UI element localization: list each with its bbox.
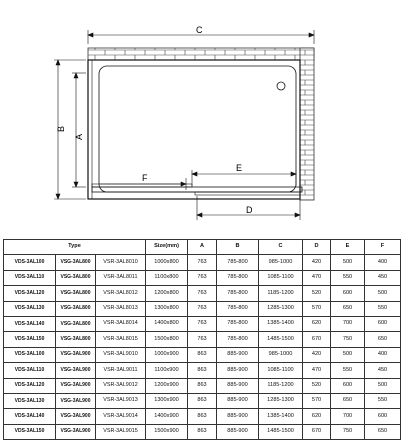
table-cell: VSG-3AL800 [56,332,96,347]
table-row [4,301,401,316]
table-cell: 420 [303,347,331,362]
table-cell: 700 [331,316,365,331]
table-cell: 550 [365,393,401,408]
table-row [4,378,401,393]
table-cell: 600 [331,378,365,393]
table-cell: VDS-3AL130 [4,301,56,316]
table-cell: 785-800 [217,255,259,270]
table-cell: VSG-3AL900 [56,363,96,378]
table-cell: 1500x900 [146,424,188,439]
table-cell: 520 [303,378,331,393]
table-cell: VSR-3AL9015 [96,424,146,439]
table-cell: 500 [365,286,401,301]
table-cell: 1485-1500 [259,332,303,347]
table-cell: VSR-3AL8010 [96,255,146,270]
table-cell: 763 [188,332,217,347]
table-cell: VSR-3AL9010 [96,347,146,362]
table-cell: VSG-3AL800 [56,270,96,285]
table-row [4,332,401,347]
header-type: Type [4,240,146,255]
table-cell: 570 [303,393,331,408]
table-row [4,255,401,270]
table-cell: 785-800 [217,270,259,285]
table-cell: 785-800 [217,332,259,347]
table-cell: 650 [331,301,365,316]
table-cell: 763 [188,301,217,316]
table-cell: 450 [365,270,401,285]
table-cell: 470 [303,270,331,285]
header-c: C [259,240,303,255]
table-cell: VSG-3AL900 [56,424,96,439]
label-f: F [142,173,148,183]
table-cell: 985-1000 [259,347,303,362]
table-cell: 863 [188,378,217,393]
table-cell: 600 [365,409,401,424]
table-row [4,409,401,424]
table-cell: VSG-3AL900 [56,393,96,408]
top-wall [88,48,314,60]
right-wall [300,48,314,200]
table-row [4,347,401,362]
table-cell: VDS-3AL140 [4,316,56,331]
sliding-door [195,192,300,195]
table-cell: 1185-1200 [259,286,303,301]
table-cell: 750 [331,424,365,439]
table-cell: 500 [331,255,365,270]
table-cell: 885-900 [217,424,259,439]
label-b: B [56,125,66,132]
table-cell: VDS-3AL100 [4,347,56,362]
table-cell: 1200x900 [146,378,188,393]
table-cell: 1000x800 [146,255,188,270]
table-cell: 600 [331,286,365,301]
table-body [4,255,401,440]
header-f: F [365,240,401,255]
header-b: B [217,240,259,255]
table-cell: 620 [303,316,331,331]
table-cell: 550 [365,301,401,316]
table-cell: VSG-3AL900 [56,378,96,393]
table-cell: VDS-3AL130 [4,393,56,408]
table-cell: 1085-1100 [259,270,303,285]
table-cell: 420 [303,255,331,270]
table-cell: 763 [188,316,217,331]
table-cell: 620 [303,409,331,424]
table-cell: 1285-1300 [259,301,303,316]
table-cell: VDS-3AL150 [4,424,56,439]
dimension-e [192,170,296,186]
table-cell: VSG-3AL800 [56,316,96,331]
table-row [4,316,401,331]
door-profile [92,187,302,192]
table-cell: 863 [188,409,217,424]
shower-tray-inner [99,66,296,192]
table-cell: VSR-3AL9011 [96,363,146,378]
table-cell: 700 [331,409,365,424]
table-cell: 863 [188,363,217,378]
table-cell: 500 [365,378,401,393]
fixed-panel [92,184,192,187]
shower-tray-outline [88,60,300,199]
table-cell: 1000x900 [146,347,188,362]
table-cell: 670 [303,332,331,347]
table-cell: 570 [303,301,331,316]
table-cell: VDS-3AL110 [4,363,56,378]
table-cell: VDS-3AL120 [4,378,56,393]
label-c: C [196,25,203,35]
table-cell: 400 [365,255,401,270]
table-cell: 600 [365,316,401,331]
table-cell: 1085-1100 [259,363,303,378]
table-cell: 470 [303,363,331,378]
table-cell: VSG-3AL800 [56,286,96,301]
table-cell: 885-900 [217,393,259,408]
table-cell: VSR-3AL8013 [96,301,146,316]
table-cell: VDS-3AL110 [4,270,56,285]
label-e: E [236,163,243,173]
table-cell: VDS-3AL150 [4,332,56,347]
table-row [4,393,401,408]
table-cell: 885-900 [217,378,259,393]
table-cell: 785-800 [217,301,259,316]
table-cell: 863 [188,424,217,439]
label-a: A [74,133,84,140]
table-cell: 863 [188,393,217,408]
table-cell: VSG-3AL900 [56,347,96,362]
table-cell: 1500x800 [146,332,188,347]
table-cell: VSR-3AL9013 [96,393,146,408]
table-cell: VSR-3AL9012 [96,378,146,393]
table-row [4,270,401,285]
table-header-row [4,240,401,255]
table-cell: 885-900 [217,347,259,362]
drain-icon [277,82,285,90]
table-cell: 1100x800 [146,270,188,285]
table-row [4,286,401,301]
table-cell: 1400x900 [146,409,188,424]
spec-table [3,239,401,440]
table-cell: 1100x900 [146,363,188,378]
table-cell: VSG-3AL900 [56,409,96,424]
table-cell: 1385-1400 [259,409,303,424]
table-cell: 785-800 [217,286,259,301]
table-cell: 763 [188,255,217,270]
table-cell: VDS-3AL100 [4,255,56,270]
table-cell: 650 [365,332,401,347]
header-size: Size(mm) [146,240,188,255]
table-cell: 520 [303,286,331,301]
table-cell: 885-900 [217,363,259,378]
table-cell: 885-900 [217,409,259,424]
table-cell: 550 [331,363,365,378]
table-cell: 1185-1200 [259,378,303,393]
table-cell: VSR-3AL8011 [96,270,146,285]
table-cell: VDS-3AL140 [4,409,56,424]
table-cell: 550 [331,270,365,285]
table-cell: VDS-3AL120 [4,286,56,301]
header-a: A [188,240,217,255]
table-cell: 863 [188,347,217,362]
table-cell: 763 [188,286,217,301]
header-d: D [303,240,331,255]
table-cell: VSR-3AL9014 [96,409,146,424]
table-cell: 650 [331,393,365,408]
table-cell: 500 [331,347,365,362]
table-cell: 1485-1500 [259,424,303,439]
table-cell: 763 [188,270,217,285]
table-cell: 1285-1300 [259,393,303,408]
table-cell: VSG-3AL800 [56,301,96,316]
header-e: E [331,240,365,255]
table-cell: 650 [365,424,401,439]
table-cell: 985-1000 [259,255,303,270]
table-cell: 450 [365,363,401,378]
table-cell: 1200x800 [146,286,188,301]
table-cell: VSR-3AL8014 [96,316,146,331]
table-row [4,424,401,439]
table-cell: 785-800 [217,316,259,331]
table-cell: 1400x800 [146,316,188,331]
table-cell: 670 [303,424,331,439]
table-cell: 1300x900 [146,393,188,408]
table-row [4,363,401,378]
table-cell: 400 [365,347,401,362]
table-cell: VSG-3AL800 [56,255,96,270]
table-cell: VSR-3AL8012 [96,286,146,301]
table-cell: 1385-1400 [259,316,303,331]
dimension-a [72,73,86,187]
table-cell: 750 [331,332,365,347]
table-cell: VSR-3AL8015 [96,332,146,347]
table-cell: 1300x800 [146,301,188,316]
label-d: D [246,205,253,215]
